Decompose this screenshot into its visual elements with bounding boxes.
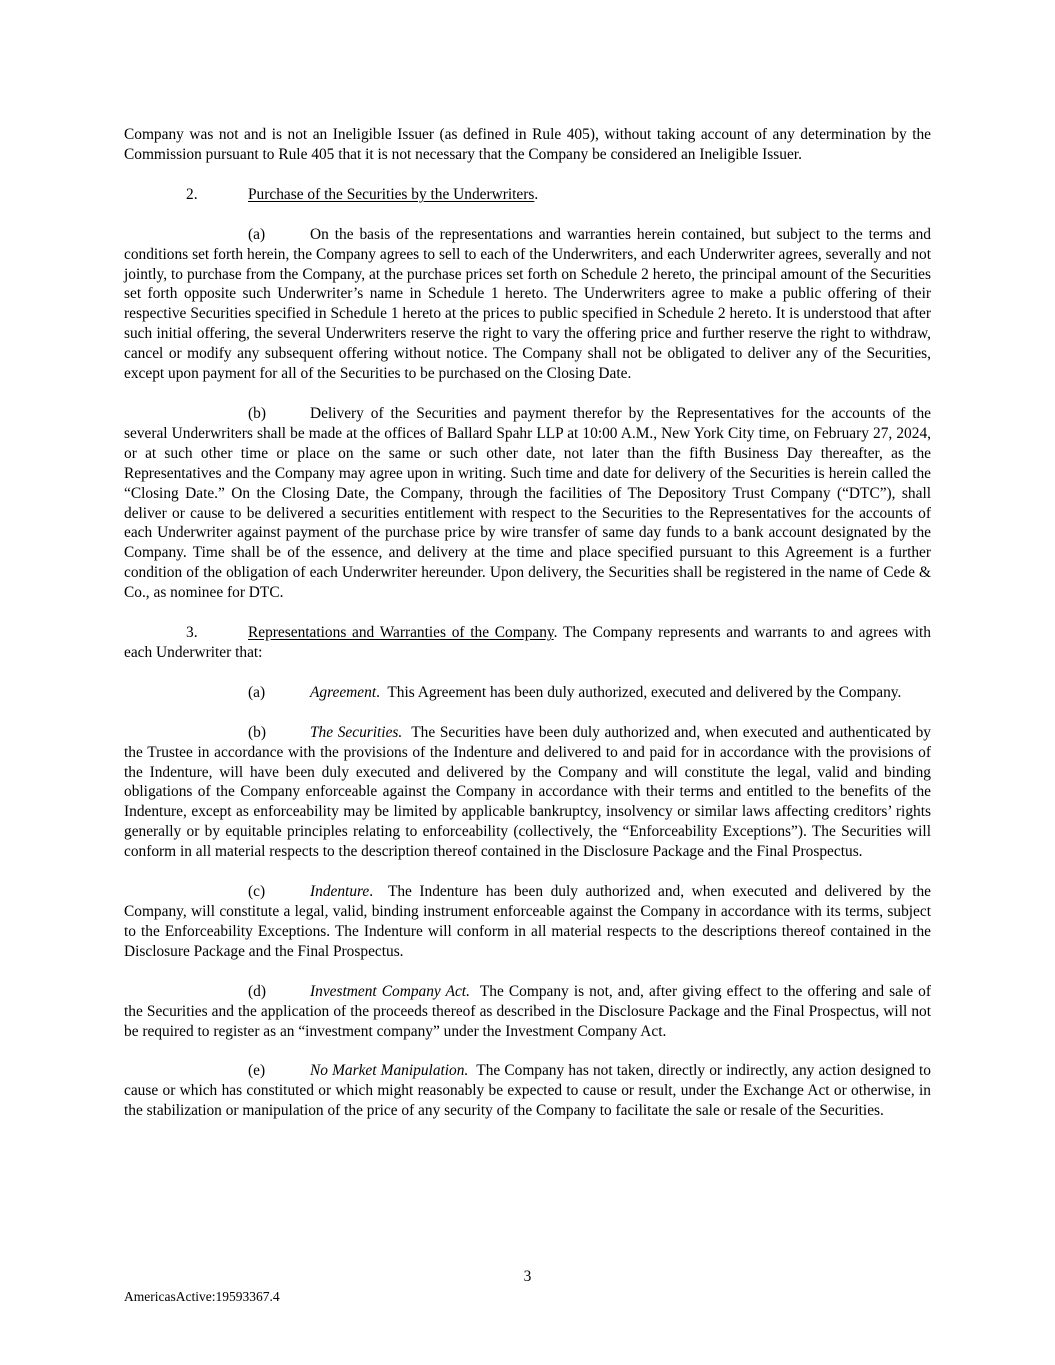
section-2-title: Purchase of the Securities by the Underwriters bbox=[248, 185, 535, 203]
rep-item-title: Investment Company Act. bbox=[310, 982, 470, 1000]
section-2b-text: Delivery of the Securities and payment therefor by the Representatives for the accounts of the several Underwriters shall be made at the offices of Ballard Spahr LLP at 10:00 A.M., New York City time, on February 27, 2024, or at such other time or place on the same or such other date, not later than the fifth Business Day thereafter, as the Representatives and the Company may agree upon in writing. Such time and date for delivery of the Securities is herein called the “Closing Date.” On the Closing Date, the Company, through the facilities of The Depository Trust Company (“DTC”), shall deliver or cause to be delivered a securities entitlement with respect to the Securities to the Representatives for the accounts of each Underwriter against payment of the purchase price by wire transfer of same day funds to a bank account designated by the Company. Time shall be of the essence, and delivery at the time and place specified pursuant to this Agreement is a further condition of the obligation of each Underwriter hereunder. Upon delivery, the Securities shall be registered in the name of Cede & Co., as nominee for DTC. bbox=[124, 404, 931, 602]
footer-document-id: AmericasActive:19593367.4 bbox=[124, 1289, 280, 1304]
rep-item-text: The Company is not, and, after giving effect to the offering and sale of the Securities and the application of the proceeds thereof as described in the Disclosure Package and the Final Prospectus, will not be required to register as an “investment company” under the Investment Company Act. bbox=[124, 982, 932, 1040]
page-number: 3 bbox=[523, 1268, 532, 1285]
section-2-heading: 2. Purchase of the Securities by the Underwriters. bbox=[186, 185, 539, 203]
rep-item: (a) Agreement. This Agreement has been duly authorized, executed and delivered by the Company. bbox=[248, 683, 902, 701]
rep-item: (d) Investment Company Act. The Company is not, and, after giving effect to the offering and sale of the Securities and the application of the proceeds thereof as described in the Disclosure Package and the Final Prospectus, will not be required to register as an “investment company” under the Investment Company Act. bbox=[124, 982, 932, 1040]
rep-item-title: Agreement bbox=[310, 683, 377, 701]
section-3-heading bbox=[124, 623, 931, 663]
rep-item-text: This Agreement has been duly authorized, executed and delivered by the Company. bbox=[387, 683, 902, 701]
rep-item-text: The Securities have been duly authorized and, when executed and authenticated by the Trustee in accordance with the provisions of the Indenture and delivered to and paid for in accordance with the provisions of the Indenture, will have been duly executed and delivered by the Company and will constitute the legal, valid and binding obligations of the Company enforceable against the Company in accordance with their terms and entitled to the benefits of the Indenture, except as enforceability may be limited by applicable bankruptcy, insolvency or similar laws affecting creditors’ rights generally or by equitable principles relating to enforceability (collectively, the “Enforceability Exceptions”). The Securities will conform in all material respects to the description thereof contained in the Disclosure Package and the Final Prospectus. bbox=[124, 723, 932, 861]
rep-item-title: Indenture bbox=[310, 883, 370, 901]
page-body bbox=[124, 125, 931, 1141]
section-3-intro: . The Company represents and warrants to and agrees with each Underwriter that: bbox=[124, 624, 931, 661]
rep-item-text: The Indenture has been duly authorized and, when executed and delivered by the Company, will constitute a legal, valid, binding instrument enforceable against the Company in accordance with its terms, subject to the Enforceability Exceptions. The Indenture will conform in all material respects to the descriptions thereof contained in the Disclosure Package and the Final Prospectus. bbox=[124, 883, 932, 960]
rep-item: (e) No Market Manipulation. The Company has not taken, directly or indirectly, any action designed to cause or which has constituted or which might reasonably be expected to cause or result, under the Exchange Act or otherwise, in the stabilization or manipulation of the price of any security of the Company to facilitate the sale or resale of the Securities. bbox=[124, 1062, 931, 1120]
rep-item-title: The Securities. bbox=[310, 723, 403, 741]
rep-item-text: The Company has not taken, directly or indirectly, any action designed to cause or which has constituted or which might reasonably be expected to cause or result, under the Exchange Act or otherwise, in the stabilization or manipulation of the price of any security of the Company to facilitate the sale or resale of the Securities. bbox=[124, 1062, 931, 1120]
section-2b-label: (b) bbox=[248, 404, 266, 422]
rep-item: (b) The Securities. The Securities have been duly authorized and, when executed and authenticated by the Trustee in accordance with the provisions of the Indenture and delivered to and paid for in accordance with the provisions of the Indenture, will have been duly executed and delivered by the Company and will constitute the legal, valid and binding obligations of the Company enforceable against the Company in accordance with their terms and entitled to the benefits of the Indenture, except as enforceability may be limited by applicable bankruptcy, insolvency or similar laws affecting creditors’ rights generally or by equitable principles relating to enforceability (collectively, the “Enforceability Exceptions”). The Securities will conform in all material respects to the description thereof contained in the Disclosure Package and the Final Prospectus. bbox=[124, 723, 932, 861]
rep-item: (c) Indenture. The Indenture has been duly authorized and, when executed and delivered by the Company, will constitute a legal, valid, binding instrument enforceable against the Company in accordance with its terms, subject to the Enforceability Exceptions. The Indenture will conform in all material respects to the descriptions thereof contained in the Disclosure Package and the Final Prospectus. bbox=[124, 883, 932, 960]
section-2-number: 2. bbox=[186, 185, 198, 203]
section-2a-label: (a) bbox=[248, 225, 266, 243]
section-3-title: Representations and Warranties of the Company bbox=[248, 624, 554, 642]
section-2b-paragraph bbox=[124, 404, 931, 603]
section-2a-text: On the basis of the representations and warranties herein contained, but subject to the terms and conditions set forth herein, the Company agrees to sell to each of the Underwriters, and each Underwriter agrees, severally and not jointly, to purchase from the Company, at the purchase prices set forth on Schedule 2 hereto, the principal amount of the Securities set forth opposite such Underwriter’s name in Schedule 1 hereto. The Underwriters agree to make a public offering of their respective Securities specified in Schedule 1 hereto at the prices to public specified in Schedule 2 hereto. It is understood that after such initial offering, the several Underwriters reserve the right to vary the offering price and further reserve the right to withdraw, cancel or modify any subsequent offering without notice. The Company shall not be obligated to deliver any of the Securities, except upon payment for all of the Securities to be purchased on the Closing Date. bbox=[124, 225, 931, 383]
rep-item-title: No Market Manipulation. bbox=[310, 1062, 469, 1080]
section-3-number: 3. bbox=[186, 624, 198, 642]
section-2a-paragraph bbox=[124, 225, 931, 384]
intro-paragraph: Company was not and is not an Ineligible Issuer (as defined in Rule 405), without taking account of any determination by the Commission pursuant to Rule 405 that it is not necessary that the Company be considered an Ineligible Issuer. bbox=[124, 126, 931, 163]
